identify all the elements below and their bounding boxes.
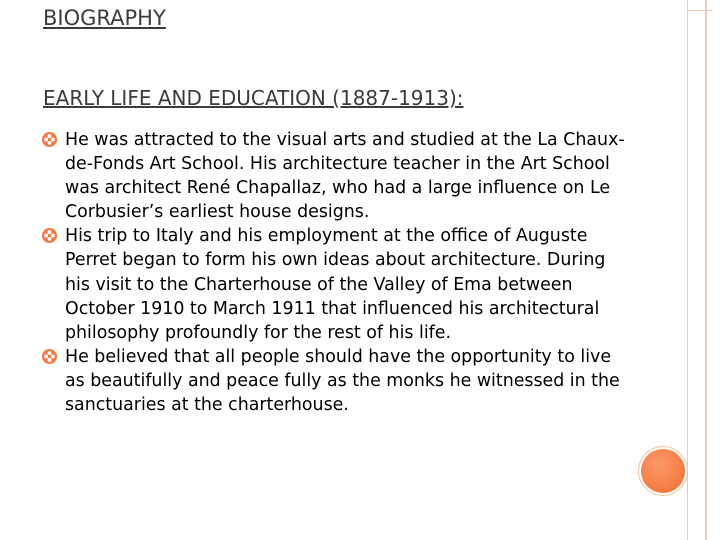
flower-bullet-icon: [42, 228, 57, 243]
bullet-text: He was attracted to the visual arts and studied at the La Chaux-de-Fonds Art School. His architecture teacher in the Art School was architect René Chapallaz, who had a large influence on Le Corbusier’s earliest house designs.: [65, 130, 625, 223]
flower-bullet-icon: [42, 132, 57, 147]
bullet-text: His trip to Italy and his employment at the office of Auguste Perret began to form his own ideas about architecture. During his visit to the Charterhouse of the Valley of Ema between October 1910 to March 1911 that influenced his architectural philosophy profoundly for the rest of his life.: [65, 226, 606, 343]
slide-corner-line: [688, 10, 712, 11]
slide-border-line: [705, 0, 707, 540]
slide-border-line: [687, 0, 688, 540]
list-item: [42, 345, 632, 417]
orange-circle-icon: [641, 449, 685, 493]
bullet-text: He believed that all people should have the opportunity to live as beautifully and peace fully as the monks he witnessed in the sanctuaries at the charterhouse.: [65, 346, 620, 416]
section-heading: EARLY LIFE AND EDUCATION (1887-1913):: [43, 86, 464, 110]
flower-bullet-icon: [42, 349, 57, 364]
list-item: [42, 224, 632, 344]
bullet-list: [42, 128, 632, 417]
list-item: [42, 128, 632, 224]
slide-title: BIOGRAPHY: [43, 6, 166, 30]
